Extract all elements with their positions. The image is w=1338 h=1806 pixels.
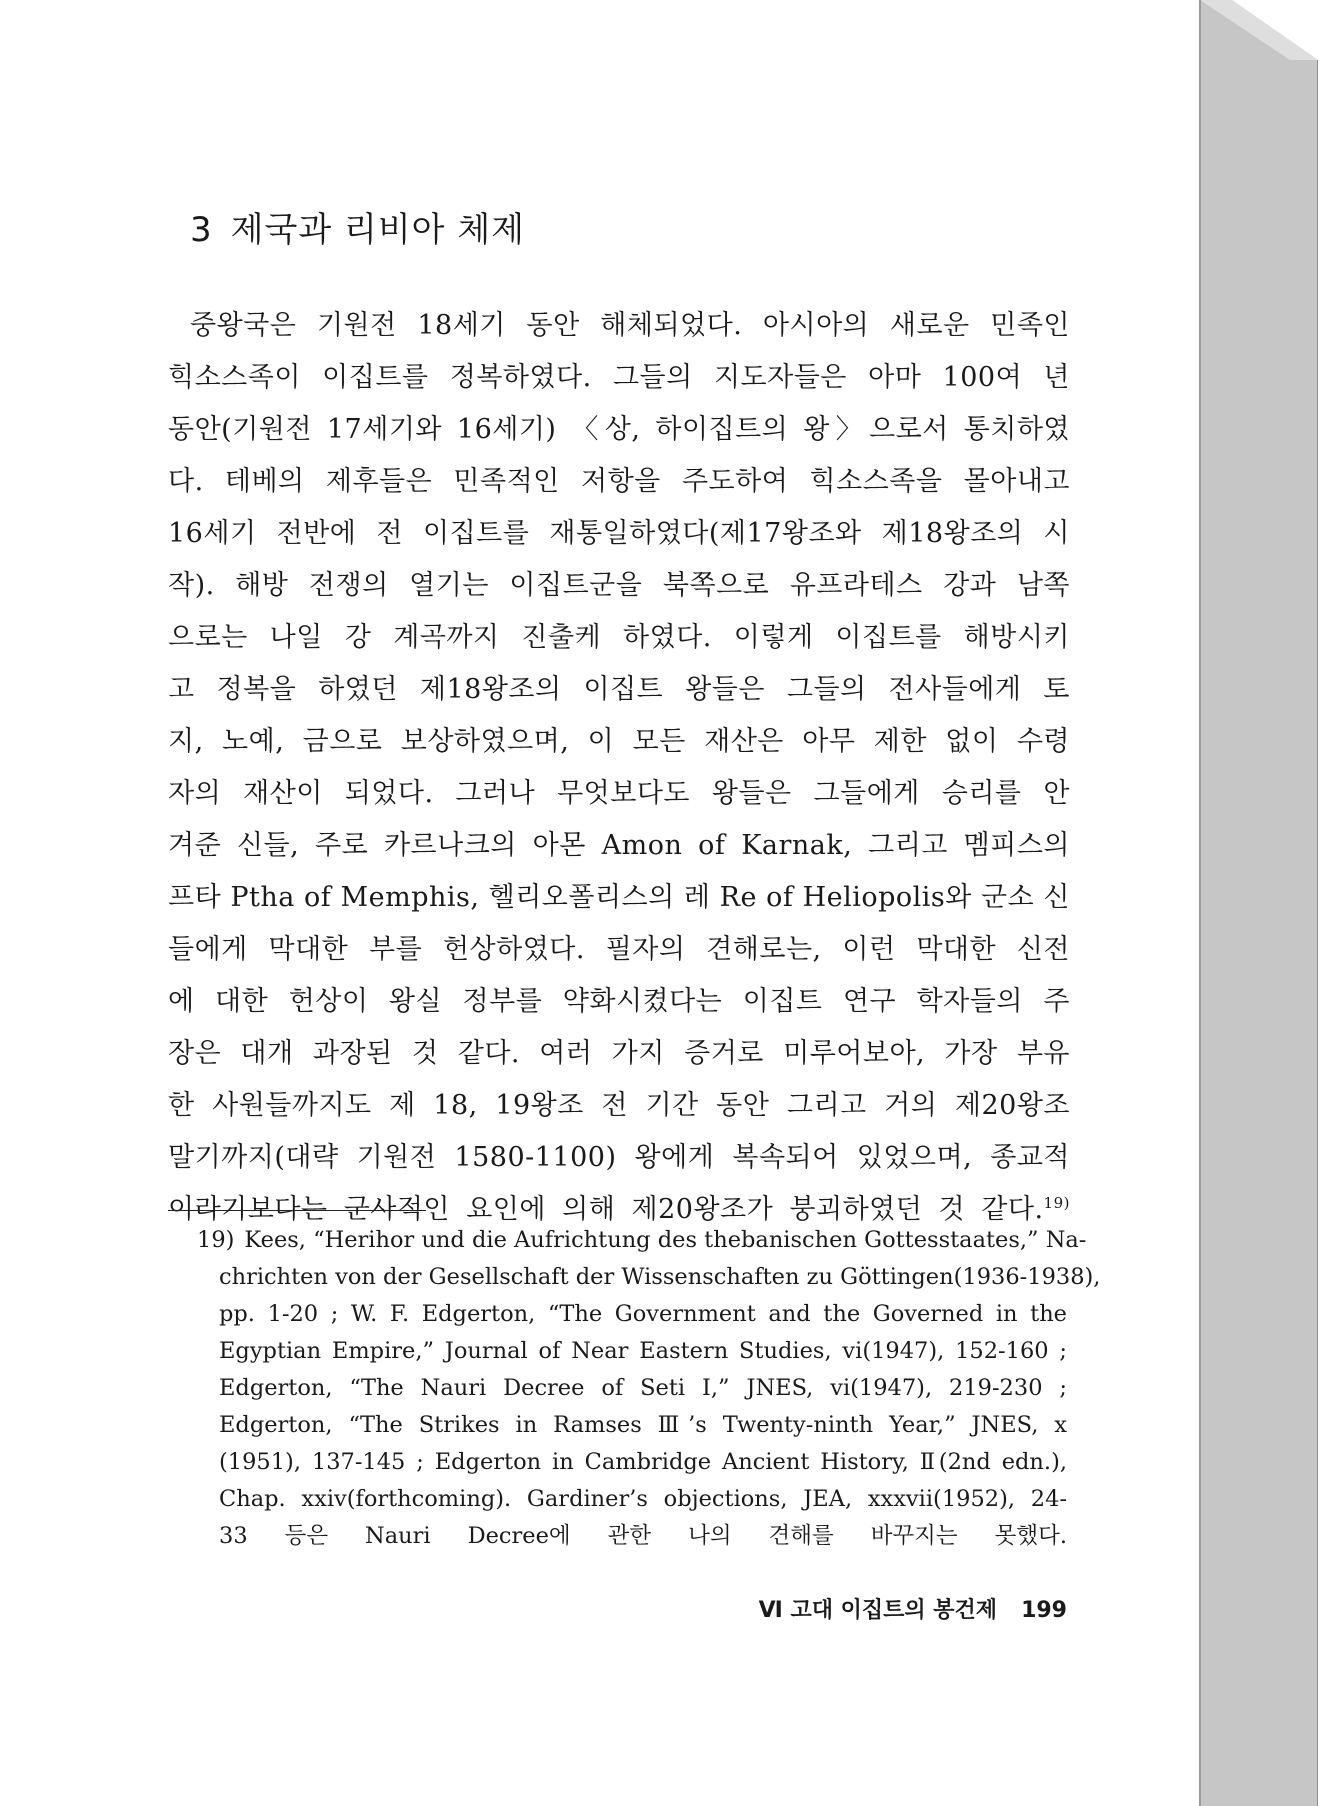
footnote-line: (1951), 137-145 ; Edgerton in Cambridge Ancient History, Ⅱ(2nd edn.), bbox=[219, 1449, 1067, 1475]
body-line: 중왕국은 기원전 18세기 동안 해체되었다. 아시아의 새로운 민족인 bbox=[190, 310, 1070, 341]
body-line: 다. 테베의 제후들은 민족적인 저항을 주도하여 힉소스족을 몰아내고 bbox=[168, 466, 1070, 497]
body-line: 에 대한 헌상이 왕실 정부를 약화시켰다는 이집트 연구 학자들의 주 bbox=[168, 986, 1070, 1017]
body-line: 고 정복을 하였던 제18왕조의 이집트 왕들은 그들의 전사들에게 토 bbox=[168, 674, 1070, 705]
body-line: 으로는 나일 강 계곡까지 진출케 하였다. 이렇게 이집트를 해방시키 bbox=[168, 622, 1070, 653]
body-line: 작). 해방 전쟁의 열기는 이집트군을 북쪽으로 유프라테스 강과 남쪽 bbox=[168, 570, 1070, 601]
running-footer bbox=[700, 1593, 1067, 1624]
footnote-number: 19) bbox=[197, 1227, 235, 1253]
footnote-line bbox=[197, 1222, 1087, 1259]
body-line: 지, 노예, 금으로 보상하였으며, 이 모든 재산은 아무 제한 없이 수령 bbox=[168, 726, 1070, 757]
body-line: 자의 재산이 되었다. 그러나 무엇보다도 왕들은 그들에게 승리를 안 bbox=[168, 778, 1070, 809]
footnote-reference[interactable]: 19) bbox=[1043, 1194, 1070, 1212]
footnote-line: Chap. xxiv(forthcoming). Gardiner’s objections, JEA, xxxvii(1952), 24- bbox=[219, 1486, 1067, 1512]
footnote-line: Egyptian Empire,” Journal of Near Eastern Studies, vi(1947), 152-160 ; bbox=[219, 1338, 1067, 1364]
body-line: 말기까지(대략 기원전 1580-1100) 왕에게 복속되어 있었으며, 종교적 bbox=[168, 1142, 1070, 1173]
body-line: 프타 Ptha of Memphis, 헬리오폴리스의 레 Re of Heliopolis와 군소 신 bbox=[168, 882, 1070, 913]
footnote-line: Edgerton, “The Nauri Decree of Seti I,” JNES, vi(1947), 219-230 ; bbox=[219, 1375, 1067, 1401]
page-number: 199 bbox=[1021, 1598, 1067, 1623]
footnote-line-text: Kees, “Herihor und die Aufrichtung des thebanischen Gottesstaates,” Na- bbox=[244, 1227, 1087, 1253]
chapter-title: Ⅵ 고대 이집트의 봉건제 bbox=[758, 1598, 998, 1623]
section-number: 3 bbox=[190, 210, 213, 250]
section-heading bbox=[190, 202, 525, 251]
footnote-line: pp. 1-20 ; W. F. Edgerton, “The Government and the Governed in the bbox=[219, 1301, 1067, 1327]
footnote bbox=[197, 1222, 1101, 1555]
section-title: 제국과 리비아 체제 bbox=[230, 210, 526, 250]
body-text bbox=[168, 300, 1070, 1236]
body-line: 16세기 전반에 전 이집트를 재통일하였다(제17왕조와 제18왕조의 시 bbox=[168, 518, 1070, 549]
body-line: 한 사원들까지도 제 18, 19왕조 전 기간 동안 그리고 거의 제20왕조 bbox=[168, 1090, 1070, 1121]
footnote-line: 33 등은 Nauri Decree에 관한 나의 견해를 바꾸지는 못했다. bbox=[219, 1523, 1067, 1549]
body-line-text: 이라기보다는 군사적인 요인에 의해 제20왕조가 붕괴하였던 것 같다. bbox=[168, 1194, 1044, 1225]
body-line: 들에게 막대한 부를 헌상하였다. 필자의 견해로는, 이런 막대한 신전 bbox=[168, 934, 1070, 965]
footnote-line: chrichten von der Gesellschaft der Wissenschaften zu Göttingen(1936-1938), bbox=[219, 1264, 1101, 1290]
body-line: 힉소스족이 이집트를 정복하였다. 그들의 지도자들은 아마 100여 년 bbox=[168, 362, 1070, 393]
footnote-line: Edgerton, “The Strikes in Ramses Ⅲ’s Twenty-ninth Year,” JNES, x bbox=[219, 1412, 1067, 1438]
footnote-divider bbox=[168, 1210, 426, 1211]
body-line: 겨준 신들, 주로 카르나크의 아몬 Amon of Karnak, 그리고 멤피스의 bbox=[168, 830, 1070, 861]
body-line: 장은 대개 과장된 것 같다. 여러 가지 증거로 미루어보아, 가장 부유 bbox=[168, 1038, 1070, 1069]
body-line: 동안(기원전 17세기와 16세기) 〈상, 하이집트의 왕〉으로서 통치하였 bbox=[168, 414, 1070, 445]
